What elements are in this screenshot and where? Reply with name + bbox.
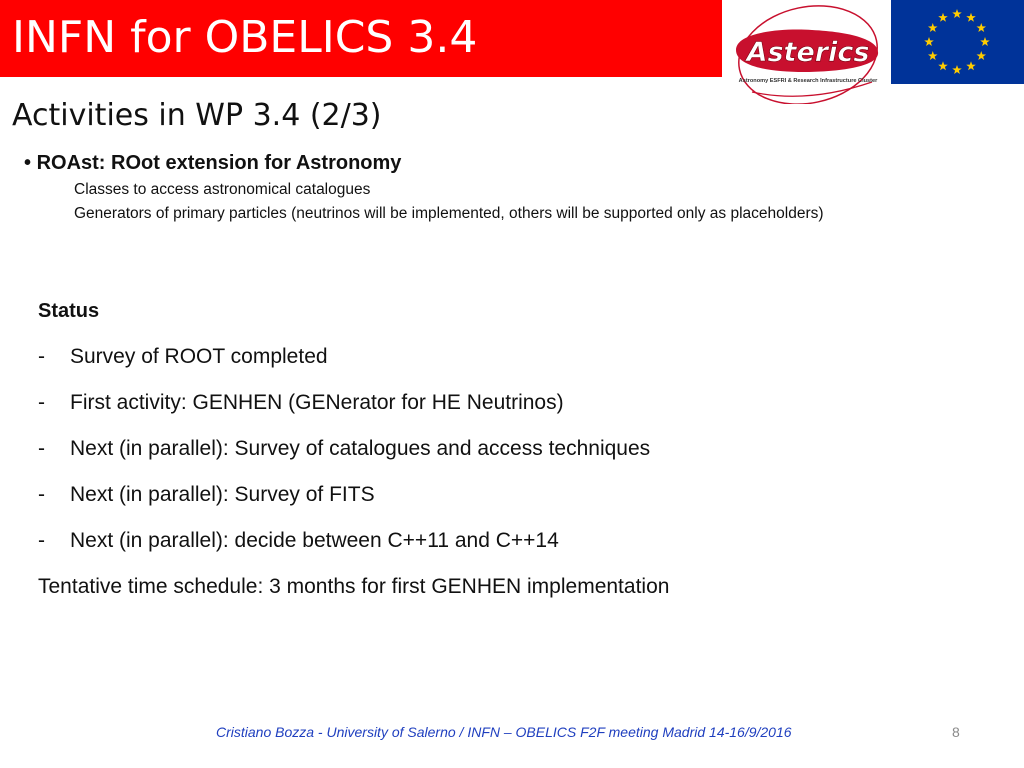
status-item-text: Next (in parallel): Survey of FITS — [70, 483, 375, 506]
dash-marker: - — [38, 345, 45, 368]
asterics-logo — [722, 0, 890, 104]
svg-text:Asterics: Asterics — [746, 37, 870, 68]
status-item-text: First activity: GENHEN (GENerator for HE Neutrinos) — [70, 391, 564, 414]
status-item-text: Next (in parallel): Survey of catalogues and access techniques — [70, 437, 651, 460]
status-item-fits-survey — [38, 481, 375, 509]
sub-item-catalogues: Classes to access astronomical catalogues — [74, 181, 371, 198]
schedule-text: Tentative time schedule: 3 months for first GENHEN implementation — [38, 575, 670, 598]
eu-flag — [891, 0, 1024, 84]
status-item-catalogues-survey — [38, 435, 650, 463]
title-bar — [0, 0, 722, 77]
bullet-text: ROAst: ROot extension for Astronomy — [36, 152, 402, 174]
status-item-genhen — [38, 389, 564, 417]
status-item-text: Survey of ROOT completed — [70, 345, 328, 368]
dash-marker: - — [38, 483, 45, 506]
bullet-glyph: • — [24, 152, 32, 174]
slide-subtitle: Activities in WP 3.4 (2/3) — [12, 98, 382, 133]
footer-text: Cristiano Bozza - University of Salerno / INFN – OBELICS F2F meeting Madrid 14-16/9/2016 — [216, 724, 792, 740]
dash-marker: - — [38, 437, 45, 460]
status-heading: Status — [38, 300, 100, 322]
dash-marker: - — [38, 529, 45, 552]
dash-marker: - — [38, 391, 45, 414]
bullet-roast — [24, 150, 401, 176]
status-item-root-survey — [38, 343, 328, 371]
page-number: 8 — [952, 724, 960, 740]
status-item-text: Next (in parallel): decide between C++11 and C++14 — [70, 529, 559, 552]
slide-title: INFN for OBELICS 3.4 — [12, 12, 478, 63]
sub-item-generators: Generators of primary particles (neutrinos will be implemented, others will be supported only as placeholders) — [74, 205, 824, 222]
svg-text:Astronomy ESFRI & Research Inf: Astronomy ESFRI & Research Infrastructure Cluster — [738, 78, 878, 84]
status-item-cpp-decision — [38, 527, 559, 555]
